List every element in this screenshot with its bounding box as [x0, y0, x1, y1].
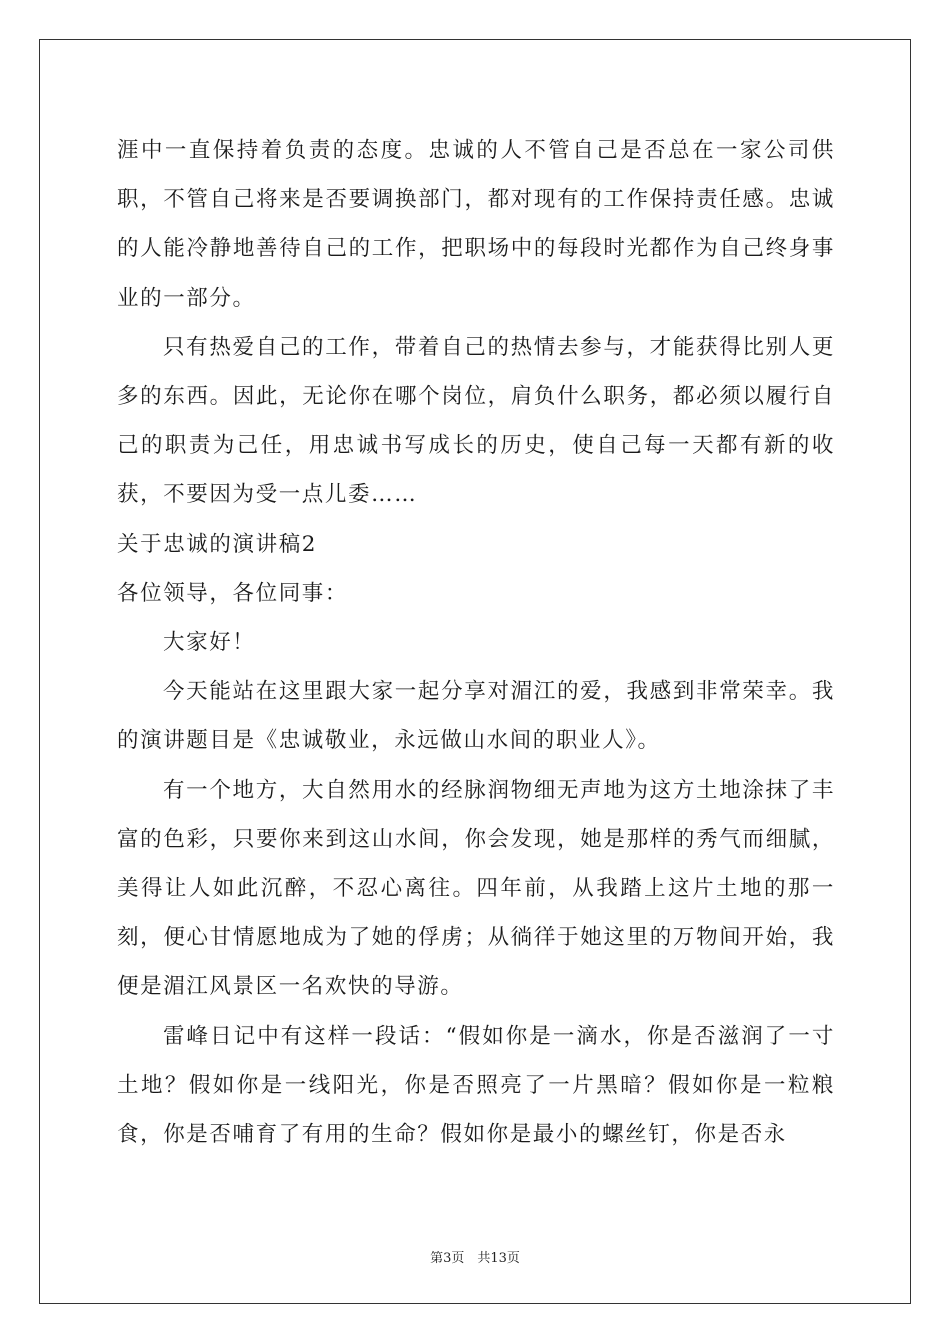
paragraph-passion: 只有热爱自己的工作，带着自己的热情去参与，才能获得比别人更多的东西。因此，无论你在哪个岗位，肩负什么职务，都必须以履行自己的职责为己任，用忠诚书写成长的历史，使自己每一天都有新的收获，不要因为受一点儿委……	[117, 334, 835, 508]
paragraph-intro: 今天能站在这里跟大家一起分享对湄江的爱，我感到非常荣幸。我的演讲题目是《忠诚敬业，永远做山水间的职业人》。	[117, 679, 835, 754]
section-title: 关于忠诚的演讲稿2	[117, 531, 318, 557]
greeting: 大家好！	[163, 630, 256, 656]
paragraph-quote: 雷峰日记中有这样一段话：“假如你是一滴水，你是否滋润了一寸土地？假如你是一线阳光，你是否照亮了一片黑暗？假如你是一粒粮食，你是否哺育了有用的生命？假如你是最小的螺丝钉，你是否永	[117, 1023, 835, 1148]
salutation: 各位领导，各位同事：	[117, 580, 349, 606]
paragraph-landscape: 有一个地方，大自然用水的经脉润物细无声地为这方土地涂抹了丰富的色彩，只要你来到这山水间，你会发现，她是那样的秀气而细腻，美得让人如此沉醉，不忍心离往。四年前，从我踏上这片土地的那一刻，便心甘情愿地成为了她的俘虏；从徜徉于她这里的万物间开始，我便是湄江风景区一名欢快的导游。	[117, 777, 835, 1000]
document-body	[117, 126, 835, 1159]
paragraph-continuation: 涯中一直保持着负责的态度。忠诚的人不管自己是否总在一家公司供职，不管自己将来是否要调换部门，都对现有的工作保持责任感。忠诚的人能冷静地善待自己的工作，把职场中的每段时光都作为自己终身事业的一部分。	[117, 138, 835, 311]
page-number-footer: 第3页 共13页	[430, 1251, 520, 1266]
